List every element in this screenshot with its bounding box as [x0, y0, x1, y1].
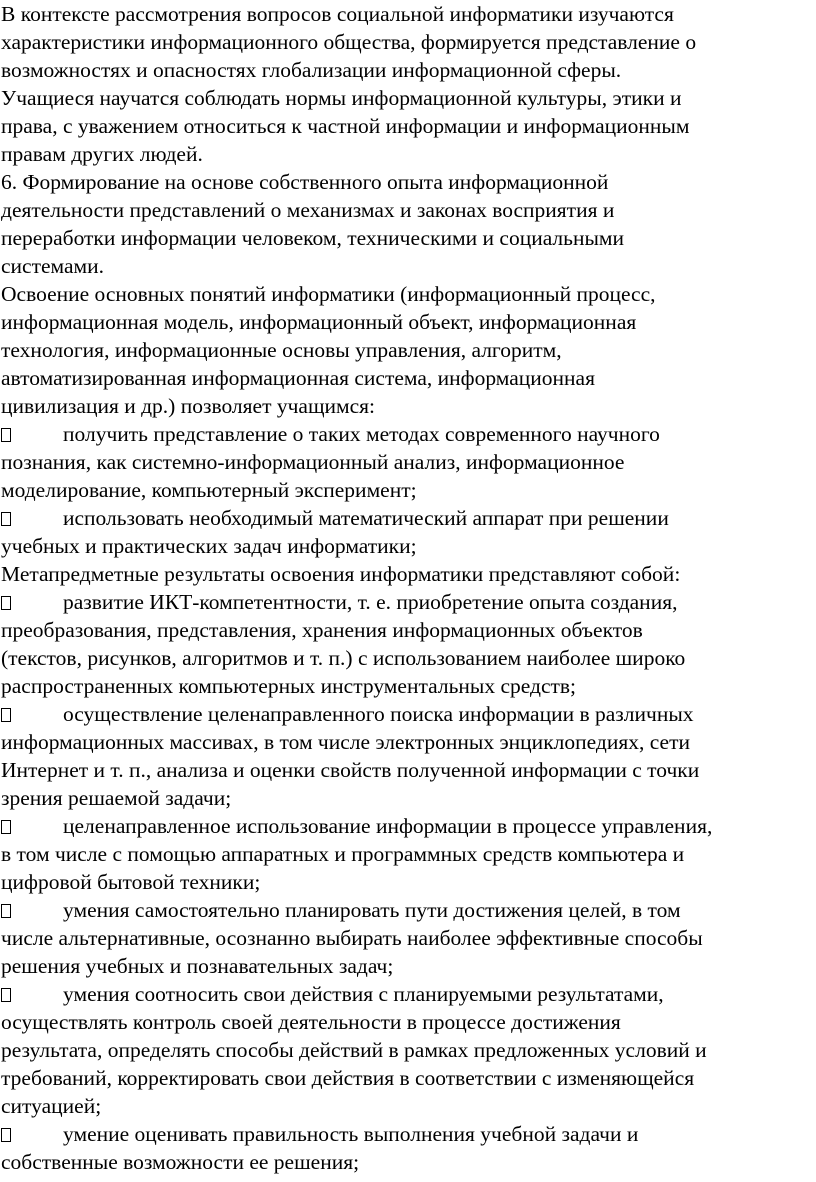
text-line: ситуацией; — [1, 1094, 102, 1118]
bullet-item — [1, 896, 681, 924]
bullet-item — [1, 1120, 639, 1148]
text-line: возможностях и опасностях глобализации информационной сферы. — [1, 58, 622, 82]
text-line: Интернет и т. п., анализа и оценки свойств полученной информации с точки — [1, 758, 700, 782]
text-line: распространенных компьютерных инструментальных средств; — [1, 674, 577, 698]
text-line: требований, корректировать свои действия в соответствии с изменяющейся — [1, 1066, 695, 1090]
bullet-icon — [1, 708, 11, 722]
bullet-item — [1, 980, 664, 1008]
bullet-text: умение оценивать правильность выполнения учебной задачи и — [63, 1122, 639, 1146]
text-line: информационных массивах, в том числе электронных энциклопедиях, сети — [1, 730, 690, 754]
text-line: преобразования, представления, хранения информационных объектов — [1, 618, 643, 642]
bullet-icon — [1, 428, 11, 442]
bullet-item — [1, 420, 660, 448]
text-line: моделирование, компьютерный эксперимент; — [1, 478, 417, 502]
text-line: результата, определять способы действий в рамках предложенных условий и — [1, 1038, 707, 1062]
text-line: системами. — [1, 254, 105, 278]
text-line: в том числе с помощью аппаратных и программных средств компьютера и — [1, 842, 685, 866]
text-line: зрения решаемой задачи; — [1, 786, 232, 810]
bullet-text: умения соотносить свои действия с планируемыми результатами, — [63, 982, 664, 1006]
text-line: 6. Формирование на основе собственного опыта информационной — [1, 170, 609, 194]
bullet-text: осуществление целенаправленного поиска информации в различных — [63, 702, 694, 726]
text-line: учебных и практических задач информатики; — [1, 534, 417, 558]
text-line: автоматизированная информационная система, информационная — [1, 366, 595, 390]
text-line: Освоение основных понятий информатики (информационный процесс, — [1, 282, 656, 306]
text-line: собственные возможности ее решения; — [1, 1150, 360, 1174]
text-line: характеристики информационного общества, формируется представление о — [1, 30, 697, 54]
text-line: цифровой бытовой техники; — [1, 870, 261, 894]
text-line: деятельности представлений о механизмах и законах восприятия и — [1, 198, 615, 222]
bullet-text: использовать необходимый математический аппарат при решении — [63, 506, 669, 530]
text-line: правам других людей. — [1, 142, 203, 166]
bullet-text: целенаправленное использование информации в процессе управления, — [63, 814, 713, 838]
bullet-item — [1, 504, 669, 532]
bullet-item — [1, 588, 678, 616]
text-line: решения учебных и познавательных задач; — [1, 954, 394, 978]
bullet-text: умения самостоятельно планировать пути достижения целей, в том — [63, 898, 681, 922]
bullet-icon — [1, 820, 11, 834]
text-line: (текстов, рисунков, алгоритмов и т. п.) с использованием наиболее широко — [1, 646, 686, 670]
text-line: технология, информационные основы управления, алгоритм, — [1, 338, 562, 362]
text-line: числе альтернативные, осознанно выбирать наиболее эффективные способы — [1, 926, 703, 950]
text-line: права, с уважением относиться к частной информации и информационным — [1, 114, 690, 138]
bullet-icon — [1, 512, 11, 526]
bullet-icon — [1, 988, 11, 1002]
text-line: Метапредметные результаты освоения информатики представляют собой: — [1, 562, 681, 586]
bullet-icon — [1, 1128, 11, 1142]
text-line: В контексте рассмотрения вопросов социальной информатики изучаются — [1, 2, 674, 26]
bullet-icon — [1, 904, 11, 918]
bullet-item — [1, 812, 713, 840]
text-line: Учащиеся научатся соблюдать нормы информационной культуры, этики и — [1, 86, 682, 110]
bullet-icon — [1, 596, 11, 610]
bullet-text: развитие ИКТ-компетентности, т. е. приобретение опыта создания, — [63, 590, 678, 614]
bullet-text: получить представление о таких методах современного научного — [63, 422, 660, 446]
text-line: осуществлять контроль своей деятельности в процессе достижения — [1, 1010, 621, 1034]
text-line: информационная модель, информационный объект, информационная — [1, 310, 637, 334]
text-line: переработки информации человеком, техническими и социальными — [1, 226, 625, 250]
text-line: познания, как системно-информационный анализ, информационное — [1, 450, 625, 474]
bullet-item — [1, 700, 694, 728]
text-line: цивилизация и др.) позволяет учащимся: — [1, 394, 376, 418]
